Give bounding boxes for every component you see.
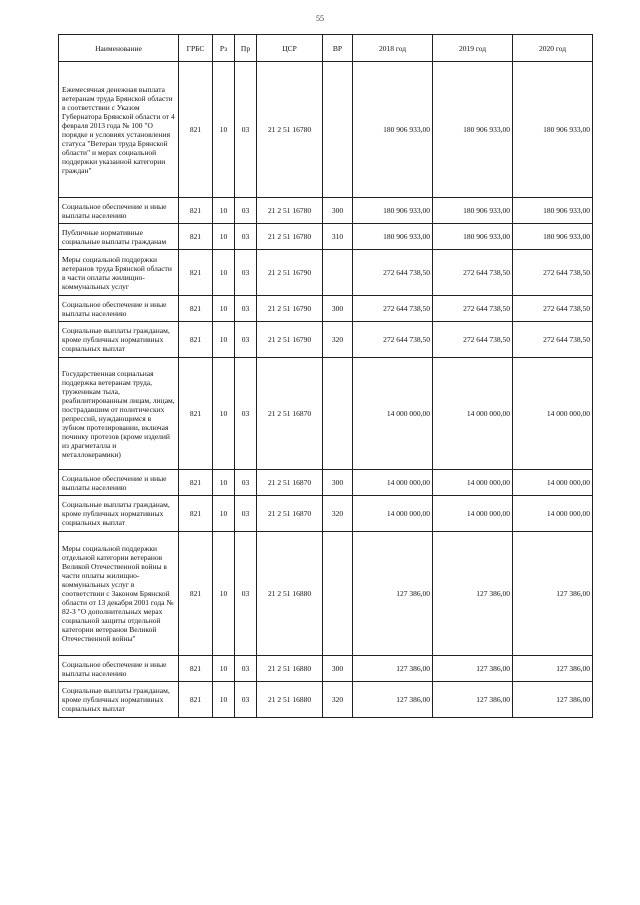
row-rz: 10 bbox=[213, 62, 235, 198]
row-name: Ежемесячная денежная выплата ветеранам труда Брянской области в соответствии с Указом Губернатора Брянской области от 4 февраля 2013 года № 100 "О порядке и условиях установления статуса "Ветеран труда Брянской области" и мерах социальной поддержки указанной категории граждан" bbox=[59, 62, 179, 198]
row-2019: 14 000 000,00 bbox=[433, 470, 513, 496]
header-rz: Рз bbox=[213, 35, 235, 62]
row-vr: 300 bbox=[323, 470, 353, 496]
row-2018: 272 644 738,50 bbox=[353, 322, 433, 358]
row-2020: 14 000 000,00 bbox=[513, 358, 593, 470]
row-2019: 180 906 933,00 bbox=[433, 198, 513, 224]
row-vr: 320 bbox=[323, 496, 353, 532]
row-2019: 272 644 738,50 bbox=[433, 296, 513, 322]
row-2020: 180 906 933,00 bbox=[513, 198, 593, 224]
row-2019: 127 386,00 bbox=[433, 532, 513, 656]
row-csr: 21 2 51 16780 bbox=[257, 224, 323, 250]
table-row bbox=[59, 470, 593, 496]
row-vr: 300 bbox=[323, 656, 353, 682]
table-row bbox=[59, 198, 593, 224]
header-pr: Пр bbox=[235, 35, 257, 62]
table-header-row bbox=[59, 35, 593, 62]
row-rz: 10 bbox=[213, 496, 235, 532]
row-name: Социальные выплаты гражданам, кроме публичных нормативных социальных выплат bbox=[59, 322, 179, 358]
row-vr: 320 bbox=[323, 682, 353, 718]
row-csr: 21 2 51 16870 bbox=[257, 358, 323, 470]
row-csr: 21 2 51 16790 bbox=[257, 250, 323, 296]
header-name: Наименование bbox=[59, 35, 179, 62]
row-pr: 03 bbox=[235, 358, 257, 470]
row-name: Социальное обеспечение и иные выплаты населению bbox=[59, 656, 179, 682]
row-vr: 300 bbox=[323, 198, 353, 224]
row-rz: 10 bbox=[213, 224, 235, 250]
row-grbs: 821 bbox=[179, 358, 213, 470]
row-pr: 03 bbox=[235, 496, 257, 532]
row-name: Социальные выплаты гражданам, кроме публичных нормативных социальных выплат bbox=[59, 682, 179, 718]
row-2018: 14 000 000,00 bbox=[353, 470, 433, 496]
row-pr: 03 bbox=[235, 250, 257, 296]
row-name: Социальное обеспечение и иные выплаты населению bbox=[59, 198, 179, 224]
row-grbs: 821 bbox=[179, 470, 213, 496]
header-grbs: ГРБС bbox=[179, 35, 213, 62]
row-grbs: 821 bbox=[179, 296, 213, 322]
row-2018: 272 644 738,50 bbox=[353, 296, 433, 322]
table-row bbox=[59, 250, 593, 296]
row-name: Государственная социальная поддержка ветеранам труда, труженикам тыла, реабилитированным лицам, лицам, пострадавшим от политических репрессий, нуждающимся в зубном протезировании, включая починку протезов (кроме изделий из драгметалла и металлокерамики) bbox=[59, 358, 179, 470]
row-name: Социальное обеспечение и иные выплаты населению bbox=[59, 470, 179, 496]
row-name: Публичные нормативные социальные выплаты гражданам bbox=[59, 224, 179, 250]
header-2018: 2018 год bbox=[353, 35, 433, 62]
row-csr: 21 2 51 16880 bbox=[257, 656, 323, 682]
table-row bbox=[59, 532, 593, 656]
row-grbs: 821 bbox=[179, 682, 213, 718]
table-row bbox=[59, 224, 593, 250]
row-2020: 127 386,00 bbox=[513, 532, 593, 656]
row-name: Меры социальной поддержки отдельной категории ветеранов Великой Отечественной войны в части оплаты жилищно-коммунальных услуг в соответствии с Законом Брянской области от 13 декабря 2001 года № 82-З "О дополнительных мерах социальной защиты отдельной категории ветеранов Великой Отечественной войны" bbox=[59, 532, 179, 656]
row-pr: 03 bbox=[235, 198, 257, 224]
row-2020: 272 644 738,50 bbox=[513, 322, 593, 358]
row-2018: 180 906 933,00 bbox=[353, 224, 433, 250]
row-csr: 21 2 51 16880 bbox=[257, 532, 323, 656]
table-row bbox=[59, 322, 593, 358]
row-grbs: 821 bbox=[179, 224, 213, 250]
row-grbs: 821 bbox=[179, 532, 213, 656]
row-rz: 10 bbox=[213, 470, 235, 496]
row-pr: 03 bbox=[235, 656, 257, 682]
row-rz: 10 bbox=[213, 296, 235, 322]
row-rz: 10 bbox=[213, 198, 235, 224]
row-pr: 03 bbox=[235, 296, 257, 322]
row-2019: 127 386,00 bbox=[433, 682, 513, 718]
table-row bbox=[59, 496, 593, 532]
header-2019: 2019 год bbox=[433, 35, 513, 62]
row-vr: 300 bbox=[323, 296, 353, 322]
row-grbs: 821 bbox=[179, 496, 213, 532]
row-2019: 180 906 933,00 bbox=[433, 224, 513, 250]
row-2019: 272 644 738,50 bbox=[433, 322, 513, 358]
row-grbs: 821 bbox=[179, 322, 213, 358]
header-2020: 2020 год bbox=[513, 35, 593, 62]
row-name: Меры социальной поддержки ветеранов труда Брянской области в части оплаты жилищно-коммунальных услуг bbox=[59, 250, 179, 296]
row-pr: 03 bbox=[235, 224, 257, 250]
row-name: Социальное обеспечение и иные выплаты населению bbox=[59, 296, 179, 322]
row-2020: 272 644 738,50 bbox=[513, 296, 593, 322]
row-2018: 180 906 933,00 bbox=[353, 62, 433, 198]
row-vr bbox=[323, 250, 353, 296]
row-2019: 180 906 933,00 bbox=[433, 62, 513, 198]
row-pr: 03 bbox=[235, 470, 257, 496]
row-2020: 180 906 933,00 bbox=[513, 62, 593, 198]
row-rz: 10 bbox=[213, 532, 235, 656]
row-2018: 14 000 000,00 bbox=[353, 496, 433, 532]
row-grbs: 821 bbox=[179, 62, 213, 198]
row-rz: 10 bbox=[213, 322, 235, 358]
row-rz: 10 bbox=[213, 682, 235, 718]
row-2018: 127 386,00 bbox=[353, 532, 433, 656]
row-pr: 03 bbox=[235, 682, 257, 718]
row-vr: 320 bbox=[323, 322, 353, 358]
table-row bbox=[59, 682, 593, 718]
row-csr: 21 2 51 16780 bbox=[257, 198, 323, 224]
row-vr bbox=[323, 358, 353, 470]
row-grbs: 821 bbox=[179, 656, 213, 682]
row-2019: 127 386,00 bbox=[433, 656, 513, 682]
row-2020: 180 906 933,00 bbox=[513, 224, 593, 250]
table-row bbox=[59, 296, 593, 322]
page-number: 55 bbox=[316, 14, 324, 23]
row-2020: 14 000 000,00 bbox=[513, 470, 593, 496]
row-2020: 272 644 738,50 bbox=[513, 250, 593, 296]
row-vr: 310 bbox=[323, 224, 353, 250]
table-row bbox=[59, 358, 593, 470]
row-2019: 14 000 000,00 bbox=[433, 496, 513, 532]
table-row bbox=[59, 62, 593, 198]
row-name: Социальные выплаты гражданам, кроме публичных нормативных социальных выплат bbox=[59, 496, 179, 532]
row-pr: 03 bbox=[235, 322, 257, 358]
row-pr: 03 bbox=[235, 62, 257, 198]
table-row bbox=[59, 656, 593, 682]
row-csr: 21 2 51 16790 bbox=[257, 296, 323, 322]
budget-table bbox=[58, 34, 593, 718]
row-2020: 127 386,00 bbox=[513, 682, 593, 718]
row-2020: 14 000 000,00 bbox=[513, 496, 593, 532]
row-2020: 127 386,00 bbox=[513, 656, 593, 682]
row-rz: 10 bbox=[213, 358, 235, 470]
row-csr: 21 2 51 16870 bbox=[257, 470, 323, 496]
row-vr bbox=[323, 532, 353, 656]
row-rz: 10 bbox=[213, 656, 235, 682]
row-2018: 127 386,00 bbox=[353, 656, 433, 682]
row-pr: 03 bbox=[235, 532, 257, 656]
row-2019: 272 644 738,50 bbox=[433, 250, 513, 296]
row-vr bbox=[323, 62, 353, 198]
row-2018: 14 000 000,00 bbox=[353, 358, 433, 470]
row-rz: 10 bbox=[213, 250, 235, 296]
row-csr: 21 2 51 16780 bbox=[257, 62, 323, 198]
header-csr: ЦСР bbox=[257, 35, 323, 62]
row-2018: 127 386,00 bbox=[353, 682, 433, 718]
row-2019: 14 000 000,00 bbox=[433, 358, 513, 470]
header-vr: ВР bbox=[323, 35, 353, 62]
row-2018: 272 644 738,50 bbox=[353, 250, 433, 296]
row-csr: 21 2 51 16790 bbox=[257, 322, 323, 358]
row-csr: 21 2 51 16880 bbox=[257, 682, 323, 718]
row-grbs: 821 bbox=[179, 250, 213, 296]
row-grbs: 821 bbox=[179, 198, 213, 224]
row-csr: 21 2 51 16870 bbox=[257, 496, 323, 532]
row-2018: 180 906 933,00 bbox=[353, 198, 433, 224]
